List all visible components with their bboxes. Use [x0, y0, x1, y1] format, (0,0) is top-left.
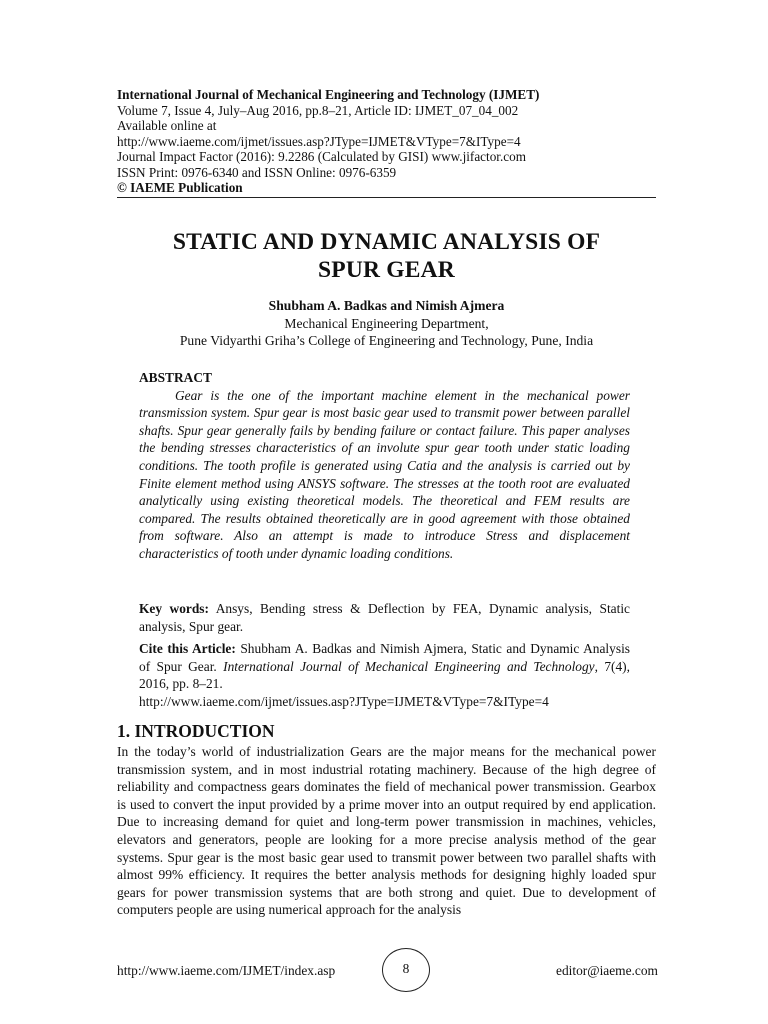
- issn-info: ISSN Print: 0976-6340 and ISSN Online: 0976-6359: [117, 164, 397, 180]
- footer-email[interactable]: editor@iaeme.com: [556, 963, 658, 978]
- cite-label: Cite this Article:: [139, 641, 236, 656]
- page-number: 8: [402, 961, 410, 976]
- title-line-2: SPUR GEAR: [318, 257, 455, 283]
- introduction-heading: 1. INTRODUCTION: [117, 721, 275, 741]
- cite-article: [139, 640, 630, 710]
- abstract-heading: ABSTRACT: [139, 370, 212, 385]
- paper-title: [117, 228, 656, 284]
- author-affiliation: Pune Vidyarthi Griha’s College of Engineering and Technology, Pune, India: [179, 333, 594, 348]
- header-rule: [117, 197, 656, 198]
- cite-details: , 7(4), 2016, pp. 8–21.: [139, 658, 630, 692]
- abstract-text: Gear is the one of the important machine element in the mechanical power transmission system. Spur gear is most basic gear used to transmit power between parallel shafts. Spur gear generally fails by bending failure or contact failure. This paper analyses the bending stresses characteristics of an involute spur gear tooth under static loading conditions. The tooth profile is generated using Catia and the analysis is carried out by Finite element method using ANSYS software. The stresses at the tooth root are evaluated analytically using existing theoretical models. The theoretical and FEM results are compared. The results obtained theoretically are in good agreement with those obtained from software. Also an attempt is made to introduce Stress and displacement characteristics of tooth under dynamic loading conditions.: [139, 387, 630, 561]
- impact-factor: Journal Impact Factor (2016): 9.2286 (Calculated by GISI) www.jifactor.com: [117, 149, 526, 164]
- keywords: [139, 600, 630, 635]
- introduction-text: In the today’s world of industrialization Gears are the major means for the mechanical power transmission system, and in most industrial rotating machinery. Because of the high degree of reliability and compactness gears dominates the field of mechanical power transmission. Gearbox is used to convert the input provided by a prime mover into an output required by end application. Due to increasing demand for quiet and long-term power transmission in machines, vehicles, elevators and generators, people are looking for a more precise analysis method of the gear systems. Spur gear is the most basic gear used to transmit power between two parallel shafts with almost 99% efficiency. It requires the better analysis methods for designing highly loaded spur gears for power transmission systems that are both strong and quiet. Due to development of computers people are using numerical approach for the analysis: [117, 744, 656, 918]
- cite-authors-title: Shubham A. Badkas and Nimish Ajmera, Static and Dynamic Analysis of Spur Gear.: [139, 641, 630, 674]
- title-line-1: STATIC AND DYNAMIC ANALYSIS OF: [172, 229, 601, 255]
- issue-url[interactable]: http://www.iaeme.com/ijmet/issues.asp?JType=IJMET&VType=7&IType=4: [117, 133, 521, 149]
- keywords-text: Ansys, Bending stress & Deflection by FEA, Dynamic analysis, Static analysis, Spur gear.: [139, 601, 631, 634]
- page-number-circle: [382, 948, 430, 992]
- cite-url[interactable]: http://www.iaeme.com/ijmet/issues.asp?JType=IJMET&VType=7&IType=4: [139, 693, 549, 709]
- keywords-label: Key words:: [139, 601, 209, 616]
- author-department: Mechanical Engineering Department,: [284, 315, 489, 331]
- journal-title: International Journal of Mechanical Engineering and Technology (IJMET): [117, 87, 540, 102]
- cite-journal: International Journal of Mechanical Engineering and Technology: [223, 658, 595, 674]
- abstract-section: [139, 369, 630, 563]
- volume-info: Volume 7, Issue 4, July–Aug 2016, pp.8–21, Article ID: IJMET_07_04_002: [117, 102, 519, 118]
- journal-header: [117, 87, 657, 196]
- available-online: Available online at: [117, 118, 217, 133]
- author-block: [117, 297, 656, 350]
- publisher: © IAEME Publication: [117, 180, 243, 195]
- footer-url[interactable]: http://www.iaeme.com/IJMET/index.asp: [117, 963, 336, 978]
- author-names: Shubham A. Badkas and Nimish Ajmera: [268, 298, 505, 313]
